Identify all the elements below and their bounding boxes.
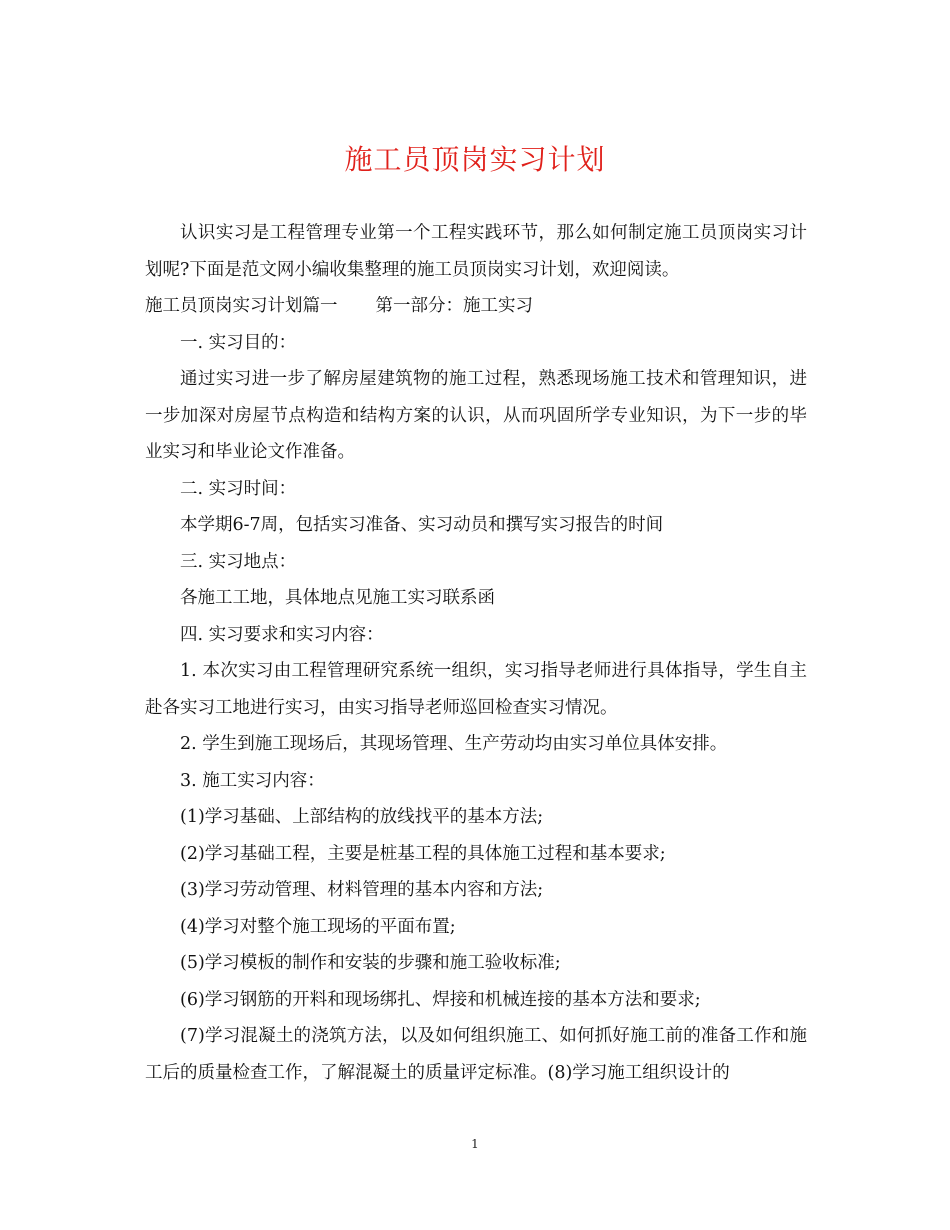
- content-item-1: (1)学习基础、上部结构的放线找平的基本方法;: [180, 807, 544, 827]
- intro-paragraph: 认识实习是工程管理专业第一个工程实践环节，那么如何制定施工员顶岗实习计划呢?下面是范文网小编收集整理的施工员顶岗实习计划，欢迎阅读。: [145, 223, 807, 280]
- time-heading: 二. 实习时间：: [180, 478, 297, 499]
- content-item-2: (2)学习基础工程，主要是桩基工程的具体施工过程和基本要求;: [180, 843, 666, 864]
- content-item-4: (4)学习对整个施工现场的平面布置;: [180, 916, 456, 937]
- requirements-heading: 四. 实习要求和实习内容：: [180, 624, 384, 645]
- content-item-5: (5)学习模板的制作和安装的步骤和施工验收标准;: [180, 953, 561, 973]
- requirement-2: 2. 学生到施工现场后，其现场管理、生产劳动均由实习单位具体安排。: [180, 734, 728, 754]
- part-heading: 第一部分：施工实习: [375, 296, 533, 316]
- time-paragraph: 本学期6-7周，包括实习准备、实习动员和撰写实习报告的时间: [180, 515, 664, 535]
- document-body: [145, 215, 807, 1091]
- content-item-7: (7)学习混凝土的浇筑方法，以及如何组织施工、如何抓好施工前的准备工作和施工后的质量检查工作，了解混凝土的质量评定标准。(8)学习施工组织设计的: [145, 1026, 807, 1083]
- page-number: 1: [471, 1137, 479, 1151]
- content-item-3: (3)学习劳动管理、材料管理的基本内容和方法;: [180, 880, 544, 900]
- plan-heading-line: [145, 288, 807, 325]
- purpose-paragraph: 通过实习进一步了解房屋建筑物的施工过程，熟悉现场施工技术和管理知识，进一步加深对房屋节点构造和结构方案的认识，从而巩固所学专业知识，为下一步的毕业实习和毕业论文作准备。: [145, 369, 807, 462]
- requirement-3: 3. 施工实习内容：: [180, 770, 325, 791]
- purpose-heading: 一. 实习目的：: [180, 332, 297, 353]
- requirement-1: 1. 本次实习由工程管理研究系统一组织，实习指导老师进行具体指导，学生自主赴各实习工地进行实习，由实习指导老师巡回检查实习情况。: [145, 661, 807, 718]
- location-heading: 三. 实习地点：: [180, 551, 297, 572]
- content-item-6: (6)学习钢筋的开料和现场绑扎、焊接和机械连接的基本方法和要求;: [180, 989, 701, 1010]
- plan-heading: 施工员顶岗实习计划篇一: [145, 296, 338, 316]
- location-paragraph: 各施工工地，具体地点见施工实习联系函: [180, 588, 495, 608]
- document-title: 施工员顶岗实习计划: [344, 143, 606, 176]
